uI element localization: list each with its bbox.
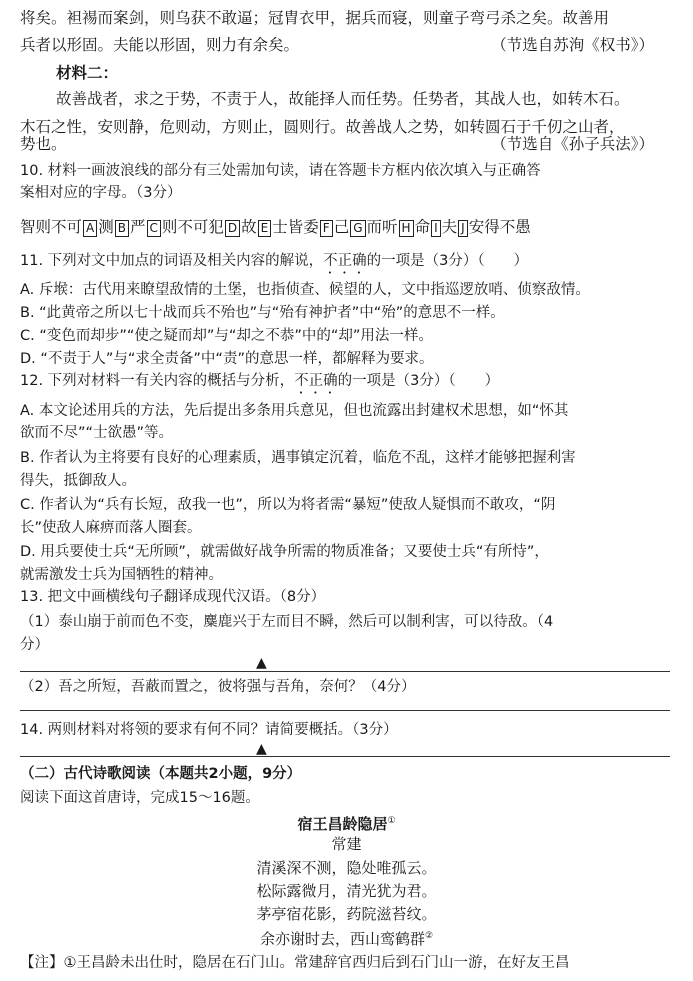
sequence-text: 夫 [441, 218, 458, 236]
passage-line: 故善战者，求之于势，不责于人，故能择人而任势。任势者，其战人也，如转木石。 [56, 90, 630, 108]
question-14-stem: 14. 两则材料对将领的要求有何不同？请简要概括。（3分） [20, 722, 398, 738]
sequence-text: 故 [241, 218, 257, 236]
stem-text: 11. 下列对文中加点的词语及相关内容的解说， [20, 253, 324, 269]
answer-box[interactable]: F [320, 220, 333, 237]
answer-box[interactable]: H [399, 220, 414, 237]
passage-line: 将矣。袒裼而案剑，则乌获不敢逼；冠胄衣甲，据兵而寝，则童子弯弓杀之矣。故善用 [20, 9, 610, 27]
stem-text: 的一项是（3分）（ ） [337, 373, 500, 389]
emphasis-text: 不正确 [294, 373, 338, 389]
option-c: C. 作者认为“兵有长短，敌我一也”，所以为将者需“暴短”使敌人疑惧而不敢攻，“阴 [20, 497, 556, 513]
source-citation: （节选自《孙子兵法》） [491, 135, 654, 153]
sequence-text: 士皆委 [272, 218, 319, 236]
poem-note: 【注】①王昌龄未出仕时，隐居在石门山。常建辞官西归后到石门山一游，在好友王昌 [20, 955, 570, 971]
poem-title-text: 宿王昌龄隐居 [297, 815, 388, 833]
option-b-cont: 得失，抵御敌人。 [20, 473, 136, 489]
poem-line [0, 925, 693, 950]
emphasis-text: 不正确 [323, 253, 367, 269]
passage-line: 木石之性，安则静，危则动，方则止，圆则行。故善战人之势，如转圆石于千仞之山者， [20, 118, 625, 136]
passage-text: 兵者以形固。夫能以形固，则力有余矣。 [20, 36, 300, 54]
poem-author: 常建 [331, 835, 362, 853]
answer-box[interactable]: A [83, 220, 97, 237]
option-d: D. “不责于人”与“求全责备”中“责”的意思一样，都解释为要求。 [20, 351, 434, 367]
question-10-stem-cont: 案相对应的字母。（3分） [20, 185, 182, 201]
option-a-cont: 欲而不尽”“士欲愚”等。 [20, 425, 174, 441]
punctuation-sequence [20, 215, 680, 239]
poem-line: 清溪深不测，隐处唯孤云。 [256, 859, 437, 877]
option-c-cont: 长”使敌人麻痹而落人圈套。 [20, 520, 202, 536]
source-citation: （节选自苏洵《权书》） [491, 36, 654, 54]
option-d: D. 用兵要使士兵“无所顾”，就需做好战争所需的物质准备；又要使士兵“有所恃”， [20, 544, 549, 560]
poem-line: 茅亭宿花影，药院滋苔纹。 [256, 905, 437, 923]
passage-text: 势也。 [20, 135, 67, 153]
answer-marker-icon: ▲ [256, 741, 267, 757]
answer-box[interactable]: I [431, 220, 441, 237]
footnote-mark: ② [424, 931, 434, 941]
answer-box[interactable]: D [225, 220, 240, 237]
answer-marker-icon: ▲ [256, 655, 267, 671]
sequence-text: 己 [333, 218, 350, 236]
answer-box[interactable]: E [258, 220, 272, 237]
answer-box[interactable]: B [115, 220, 129, 237]
sentence-2: （2）吾之所短，吾蔽而置之，彼将强与吾角，奈何？（4分） [20, 679, 416, 695]
stem-text: 12. 下列对材料一有关内容的概括与分析， [20, 373, 295, 389]
poem-line-text: 余亦谢时去，西山鸾鹤群 [259, 930, 425, 948]
sequence-text: 而听 [366, 218, 398, 236]
option-a: A. 本文论述用兵的方法，先后提出多条用兵意见，但也流露出封建权术思想，如“怀其 [20, 403, 569, 419]
answer-box[interactable]: G [350, 220, 365, 237]
option-d-cont: 就需激发士兵为国牺牲的精神。 [20, 567, 223, 583]
section-heading: （二）古代诗歌阅读（本题共2小题，9分） [20, 766, 302, 782]
option-c: C. “变色而却步”“使之疑而却”与“却之不恭”中的“却”用法一样。 [20, 328, 433, 344]
question-12-stem [20, 369, 680, 397]
sentence-1: （1）泰山崩于前而色不变，麋鹿兴于左而目不瞬，然后可以制利害，可以待敌。（4 [20, 614, 554, 630]
question-10-stem: 10. 材料一画波浪线的部分有三处需加句读，请在答题卡方框内依次填入与正确答 [20, 163, 541, 179]
sequence-text: 测 [98, 218, 114, 236]
option-b: B. 作者认为主将要有良好的心理素质，遇事镇定沉着，临危不乱，这样才能够把握利害 [20, 450, 576, 466]
sequence-text: 则不可犯 [161, 218, 224, 236]
footnote-mark: ① [387, 816, 396, 826]
poetry-intro: 阅读下面这首唐诗，完成15～16题。 [20, 790, 260, 806]
material-two-heading: 材料二： [56, 63, 119, 82]
poem-line: 松际露微月，清光犹为君。 [256, 882, 437, 900]
sequence-text: 智则不可 [20, 218, 83, 236]
question-11-stem [20, 249, 680, 277]
option-b: B. “此黄帝之所以七十战而兵不殆也”与“殆有神护者”中“殆”的意思不一样。 [20, 305, 505, 321]
sentence-1-cont: 分） [20, 637, 49, 653]
poem-title [0, 810, 693, 835]
passage-line [20, 33, 680, 57]
answer-box[interactable]: C [147, 220, 161, 237]
answer-line[interactable] [20, 671, 670, 672]
option-a: A. 斥堠：古代用来瞭望敌情的土堡，也指侦查、候望的人，文中指巡逻放哨、侦察敌情。 [20, 282, 590, 298]
sequence-text: 命 [414, 218, 431, 236]
passage-line [20, 132, 680, 156]
answer-box[interactable]: J [458, 220, 468, 237]
question-13-stem: 13. 把文中画横线句子翻译成现代汉语。（8分） [20, 589, 326, 605]
sequence-text: 严 [129, 218, 146, 236]
answer-line[interactable] [20, 756, 670, 757]
answer-line[interactable] [20, 710, 670, 711]
sequence-text: 安得不愚 [468, 218, 531, 236]
stem-text: 的一项是（3分）（ ） [366, 253, 529, 269]
